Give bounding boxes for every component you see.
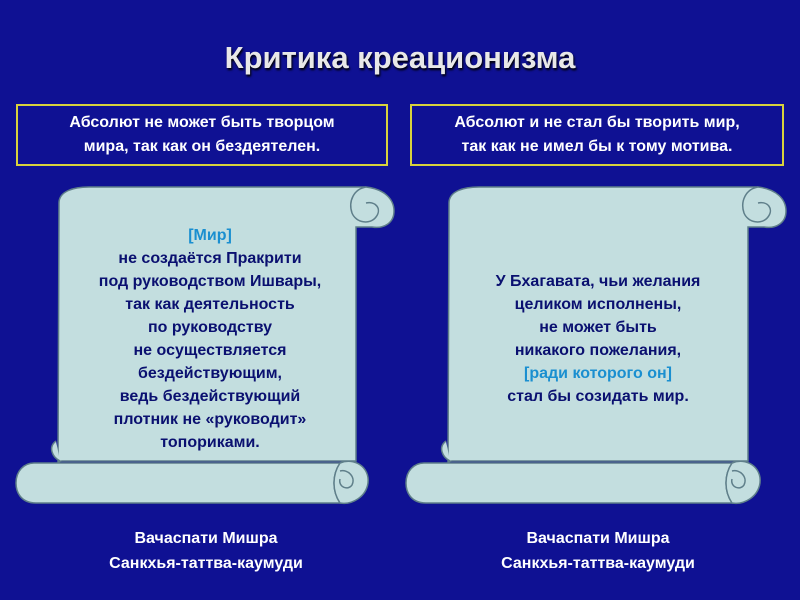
statement-line: так как не имел бы к тому мотива. [461, 138, 733, 155]
citation-left [56, 526, 356, 576]
scroll-line: не может быть [539, 319, 657, 336]
citation-right [448, 526, 748, 576]
citation-work: Санкхья-таттва-каумуди [109, 555, 303, 572]
statement-line: мира, так как он бездеятелен. [83, 138, 321, 155]
scroll-line: по руководству [147, 319, 273, 336]
scroll-line: бездействующим, [138, 365, 282, 382]
citation-author: Вачаспати Мишра [134, 530, 278, 547]
page-title: Критика креационизма [224, 40, 576, 75]
scroll-bracket: [ради которого он] [524, 365, 672, 382]
scroll-bracket: [Мир] [188, 227, 232, 244]
scroll-line: никакого пожелания, [514, 342, 682, 359]
scroll-line: так как деятельность [125, 296, 295, 313]
statement-box-left [16, 104, 388, 166]
scroll-line: под руководством Ишвары, [98, 273, 322, 290]
scroll-line: плотник не «руководит» [113, 411, 307, 428]
scroll-left-text [60, 224, 360, 454]
scroll-line: не создаётся Пракрити [118, 250, 302, 267]
statement-line: Абсолют и не стал бы творить мир, [454, 114, 740, 131]
statement-line: Абсолют не может быть творцом [69, 114, 335, 131]
scroll-line: ведь бездействующий [119, 388, 301, 405]
statement-box-right [410, 104, 784, 166]
scroll-right-text [448, 270, 748, 408]
scroll-line: топориками. [160, 434, 260, 451]
scroll-line: стал бы созидать мир. [507, 388, 689, 405]
scroll-line: У Бхагавата, чьи желания [495, 273, 701, 290]
scroll-line: целиком исполнены, [514, 296, 682, 313]
citation-work: Санкхья-таттва-каумуди [501, 555, 695, 572]
citation-author: Вачаспати Мишра [526, 530, 670, 547]
scroll-line: не осуществляется [133, 342, 287, 359]
